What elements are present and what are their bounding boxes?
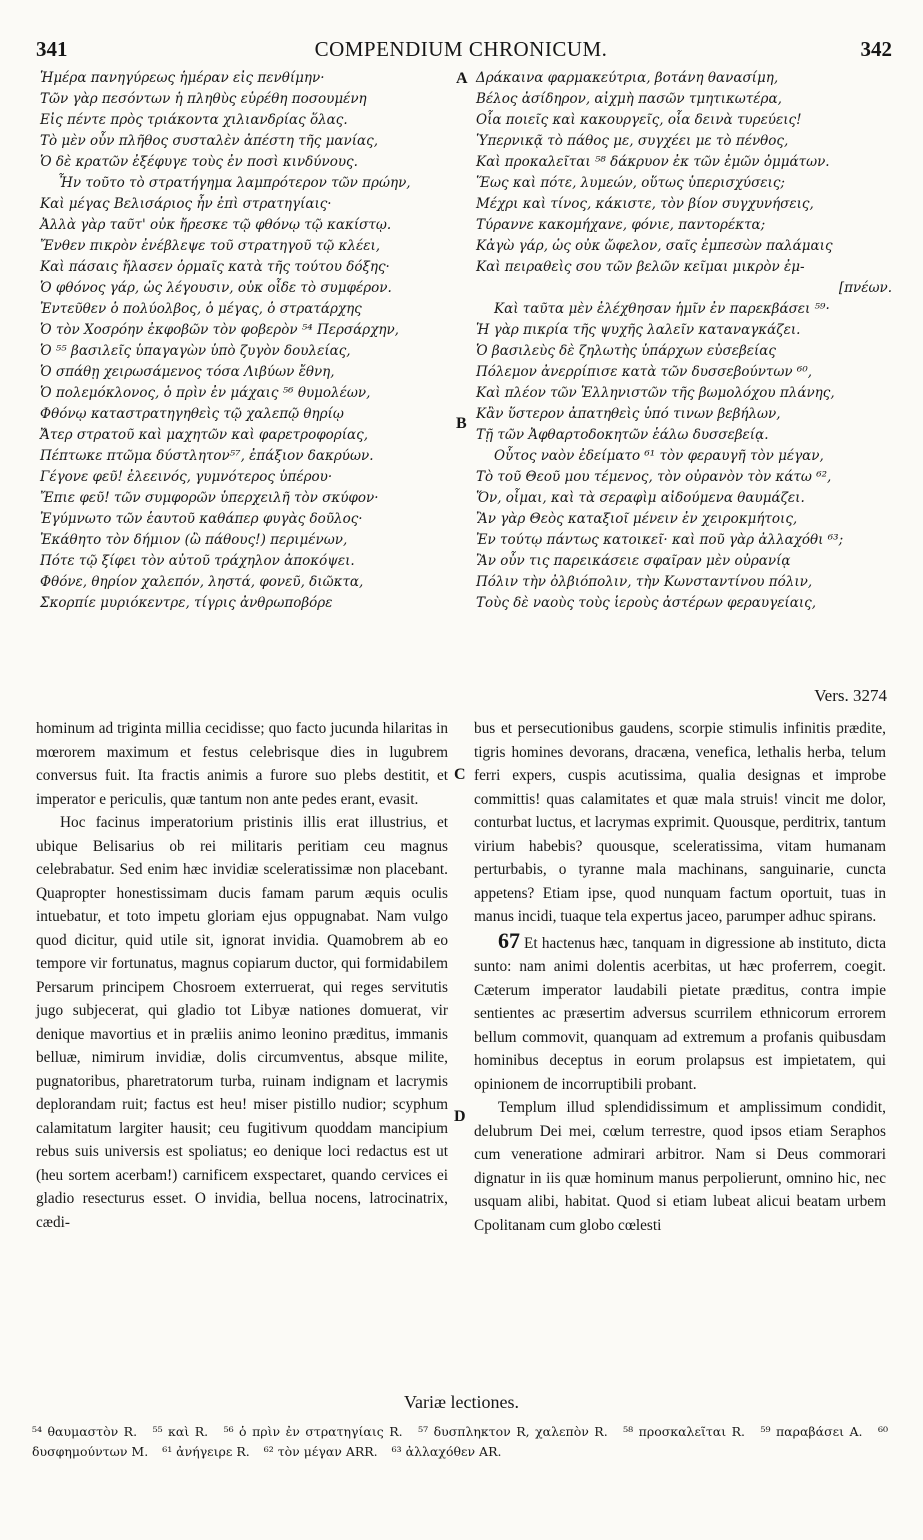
- variant-readings-footnotes: [32, 1422, 888, 1462]
- verse-line: Καὶ πειραθεὶς σου τῶν βελῶν κεῖμαι μικρὸν ἐμ-: [476, 259, 805, 275]
- verse-line: Ὁ τὸν Χοσρόην ἐκφοβῶν τὸν φοβερὸν ⁵⁴ Περσάρχην,: [40, 322, 399, 338]
- verse-line: Πέπτωκε πτῶμα δύστλητον⁵⁷, ἐπάξιον δακρύων.: [40, 448, 374, 464]
- verse-line: Ἐγύμνωτο τῶν ἑαυτοῦ καθάπερ φυγὰς δοῦλος·: [40, 511, 363, 527]
- verse-line: Ὅν, οἶμαι, καὶ τὰ σεραφὶμ αἰδούμενα θαυμάζει.: [476, 490, 805, 506]
- margin-marker-c: C: [454, 766, 466, 783]
- variant-reading-note: ⁵⁶ ὁ πρὶν ἐν στρατηγίαις R.: [223, 1424, 403, 1439]
- variant-reading-note: ⁶¹ ἀνήγειρε R.: [162, 1444, 250, 1459]
- variant-reading-note: ⁵⁴ θαυμαστὸν R.: [32, 1424, 138, 1439]
- verse-line: Ἕως καὶ πότε, λυμεών, οὕτως ὑπερισχύσεις;: [476, 175, 785, 191]
- verse-line: Τὸ μὲν οὖν πλῆθος συσταλὲν ἀπέστη τῆς μανίας,: [40, 133, 378, 149]
- verse-line: Ἂν γὰρ Θεὸς καταξιοῖ μένειν ἐν χειροκμήτοις,: [476, 511, 798, 527]
- verse-line: Καὶ πάσαις ἤλασεν ὁρμαῖς κατὰ τῆς τούτου δόξης·: [40, 259, 390, 275]
- verse-line: Γέγονε φεῦ! ἐλεεινός, γυμνότερος ὑπέρου·: [40, 469, 333, 485]
- verse-line: Κἀγὼ γάρ, ὡς οὐκ ὤφελον, σαῖς ἐμπεσὼν παλάμαις: [476, 238, 833, 254]
- variae-lectiones-title: Variæ lectiones.: [404, 1392, 519, 1412]
- greek-verse-column-left: [40, 68, 460, 614]
- verse-line: Ἐκάθητο τὸν δήμιον (ὢ πάθους!) περιμένων,: [40, 532, 348, 548]
- variant-reading-note: ⁶³ ἀλλαχόθεν AR.: [391, 1444, 502, 1459]
- variant-reading-note: ⁵⁸ προσκαλεῖται R.: [623, 1424, 745, 1439]
- verse-line: Ἔπιε φεῦ! τῶν συμφορῶν ὑπερχειλῆ τὸν σκύφον·: [40, 490, 379, 506]
- variant-reading-note: ⁵⁵ καὶ R.: [152, 1424, 209, 1439]
- variant-reading-note: ⁶⁰ δυσφημούντων M.: [32, 1424, 888, 1459]
- verse-line: Ἦν τοῦτο τὸ στρατήγημα λαμπρότερον τῶν πρώην,: [58, 175, 411, 191]
- verse-line: Οὗτος ναὸν ἐδείματο ⁶¹ τὸν φεραυγῆ τὸν μέγαν,: [494, 448, 824, 464]
- verse-line: Τοὺς δὲ ναοὺς τοὺς ἱεροὺς ἀστέρων φεραυγείαις,: [476, 595, 816, 611]
- verse-line: Πότε τῷ ξίφει τὸν αὐτοῦ τράχηλον ἀποκόψει.: [40, 553, 355, 569]
- verse-line: Ἀλλὰ γὰρ ταῦτ' οὐκ ἤρεσκε τῷ φθόνῳ τῷ κακίστῳ.: [40, 217, 392, 233]
- chapter-number: 67: [498, 927, 520, 953]
- verse-line: Ἡ γὰρ πικρία τῆς ψυχῆς λαλεῖν καταναγκάζει.: [476, 322, 801, 338]
- verse-line: Καὶ πλέον τῶν Ἑλληνιστῶν τῆς βωμολόχου πλάνης,: [476, 385, 835, 401]
- verse-line: Κἂν ὕστερον ἀπατηθεὶς ὑπό τινων βεβήλων,: [476, 406, 781, 422]
- verse-line: Τύραννε κακομήχανε, φόνιε, παντορέκτα;: [476, 217, 766, 233]
- latin-paragraph-chapter: [474, 929, 886, 1097]
- verse-line: Φθόνε, θηρίον χαλεπόν, ληστά, φονεῦ, διῶκτα,: [40, 574, 364, 590]
- margin-marker-d: D: [454, 1108, 466, 1125]
- verse-line: Βέλος ἀσίδηρον, αἰχμὴ πασῶν τμητικωτέρα,: [476, 91, 782, 107]
- latin-column-left: [36, 717, 448, 1234]
- verse-line: Δράκαινα φαρμακεύτρια, βοτάνη θανασίμη,: [476, 70, 779, 86]
- verse-line: Σκορπίε μυριόκεντρε, τίγρις ἀνθρωποβόρε: [40, 595, 333, 611]
- verse-line: Εἰς πέντε πρὸς τριάκοντα χιλιανδρίας ὅλας.: [40, 112, 348, 128]
- verse-line: Ὁ δὲ κρατῶν ἐξέφυγε τοὺς ἐν ποσὶ κινδύνους.: [40, 154, 358, 170]
- verse-line: Ὑπερνικᾷ τὸ πάθος με, συγχέει με τὸ πένθος,: [476, 133, 789, 149]
- margin-marker-a: A: [456, 70, 468, 87]
- verse-line: Καὶ προκαλεῖται ⁵⁸ δάκρυον ἐκ τῶν ἐμῶν ὀμμάτων.: [476, 154, 830, 170]
- verse-line: Ἂν οὖν τις παρεικάσειε σφαῖραν μὲν οὐρανίᾳ: [476, 553, 791, 569]
- page-number-right: 342: [860, 37, 892, 61]
- latin-paragraph: hominum ad triginta millia cecidisse; quo facto jucunda hilaritas in mœrorem maximum et festus celebrisque dies in lugubrem conversus fuit. Ita fractis animis a furore suo plebs destitit, et imperator e periculis, quæ tantum non ante pedes erant, evasit.: [36, 720, 448, 808]
- margin-marker-b: B: [456, 415, 467, 432]
- page-number-left: 341: [36, 37, 68, 61]
- verse-line: Ἔνθεν πικρὸν ἐνέβλεψε τοῦ στρατηγοῦ τῷ κλέει,: [40, 238, 381, 254]
- verse-line: Πόλεμον ἀνερρίπισε κατὰ τῶν δυσσεβούντων ⁶⁰,: [476, 364, 813, 380]
- latin-paragraph-text: Et hactenus hæc, tanquam in digressione ab instituto, dicta sunto: nam animi dolentis acerbitas, ut hæc proferrem, coegit. Cæterum imperator laudabili pietate præditus, contra impie sentientes ac præsertim adversus scurrilem ethnicorum errorem bellum commovit, quanquam ad extremum a profanis quibusdam hominibus deceptus in eorum prolapsus est impietatem, qui opinionem de incorruptibili probant.: [474, 934, 886, 1093]
- verse-line: Οἷα ποιεῖς καὶ κακουργεῖς, οἷα δεινὰ τυρεύεις!: [476, 112, 802, 128]
- verse-line: Ὁ βασιλεὺς δὲ ζηλωτὴς ὑπάρχων εὐσεβείας: [476, 343, 776, 359]
- verse-line: Καὶ μέγας Βελισάριος ἦν ἐπὶ στρατηγίαις·: [40, 196, 332, 212]
- latin-paragraph: Hoc facinus imperatorium pristinis illis erat illustrius, et ubique Belisarius ob rei militaris peritiam ceu magnus celebrabatur. Sed enim hæc invidiæ sceleratissimæ non placebant. Quapropter honestissimam ducis famam parum æquis oculis intuebatur, et toto impetu gloriam ejus oppugnabat. Nam vulgo quod dicitur, quid utile sit, ignorat invidia. Quamobrem ab eo tempore vir fortunatus, magnus copiarum ductor, qui formidabilem Persarum principem Chosroem exterruerat, qui reges servitutis jugo subjecerat, qui gladio tot Libyæ nationes domuerat, vir denique mavortius et in præliis animo leonino præditus, immanis belluæ, nimirum invidiæ, dolis circumventus, absque milite, pugnatoribus, pharetratorum turba, ruinam indignam et lacrymis deplorandam ruit; factus est heu! miser pistillo nudior; scyphum calamitatum largiter hausit; ceu fugitivum quoddam mancipium rebus suis universis est spoliatus; eo denique loci redactus est ut (heu sortem acerbam!) carnificem exspectaret, quando cervices ei gladio resecturus esset. O invidia, bellua nocens, latrocinatrix, cædi-: [36, 814, 448, 1231]
- variant-reading-note: ⁶² τὸν μέγαν ARR.: [263, 1444, 378, 1459]
- verse-line: Ὁ ⁵⁵ βασιλεῖς ὑπαγαγὼν ὑπὸ ζυγὸν δουλείας,: [40, 343, 351, 359]
- running-title: COMPENDIUM CHRONICUM.: [314, 37, 608, 61]
- latin-paragraph: Templum illud splendidissimum et amplissimum condidit, delubrum Dei mei, cœlum terrestre, quod ipsos etiam Seraphos cum veneratione admirari arbitror. Nam si Deus commorari dignatur in iis quæ hominum manus perpolierunt, omnino hic, nec usquam alibi, habitat. Quod si etiam lubeat alicui beatam urbem Cpolitanam cum globo cœlesti: [474, 1099, 886, 1234]
- verse-line: Καὶ ταῦτα μὲν ἐλέχθησαν ἡμῖν ἐν παρεκβάσει ⁵⁹·: [494, 301, 830, 317]
- latin-paragraph: bus et persecutionibus gaudens, scorpie stimulis infinitis prædite, tigris homines devorans, dracæna, venefica, lethalis herba, telum ferri expers, cuspis acutissima, qualia designas et improbe committis! quas calamitates et quæ mala struis! vincit me dolor, conturbat luctus, et lacrymas exprimit. Quousque, perditrix, tantum virium habebis? quousque, sceleratissima, vitam humanam perturbabis, o tyranne mala machinans, sanguinarie, cuncta appetens? Etiam ipse, quod nunquam factum oportuit, tuas in manus incidi, tuaque tela expertus jaceo, parumper adhuc spirans.: [474, 720, 886, 925]
- verse-line: [πνέων.: [838, 280, 892, 296]
- verse-line: Τῶν γὰρ πεσόντων ἡ πληθὺς εὑρέθη ποσουμένη: [40, 91, 367, 107]
- verse-number: Vers. 3274: [814, 686, 887, 705]
- verse-line: Ὁ πολεμόκλονος, ὁ πρὶν ἐν μάχαις ⁵⁶ θυμολέων,: [40, 385, 371, 401]
- page-header: [30, 36, 892, 62]
- verse-line: Τῇ τῶν Ἀφθαρτοδοκητῶν ἑάλω δυσσεβείᾳ.: [476, 427, 769, 443]
- verse-line: Ἐν τούτῳ πάντως κατοικεῖ· καὶ ποῦ γὰρ ἀλλαχόθι ⁶³;: [476, 532, 844, 548]
- verse-line: Ἄτερ στρατοῦ καὶ μαχητῶν καὶ φαρετροφορίας,: [40, 427, 368, 443]
- verse-line: Τὸ τοῦ Θεοῦ μου τέμενος, τὸν οὐρανὸν τὸν κάτω ⁶²,: [476, 469, 832, 485]
- latin-column-right: [474, 717, 886, 1237]
- verse-line: Πόλιν τὴν ὀλβιόπολιν, τὴν Κωνσταντίνου πόλιν,: [476, 574, 813, 590]
- verse-line: Ὁ σπάθῃ χειρωσάμενος τόσα Λιβύων ἔθνη,: [40, 364, 335, 380]
- verse-line: Ὁ φθόνος γάρ, ὡς λέγουσιν, οὐκ οἶδε τὸ συμφέρον.: [40, 280, 392, 296]
- verse-line: Ἐντεῦθεν ὁ πολύολβος, ὁ μέγας, ὁ στρατάρχης: [40, 301, 362, 317]
- verse-line: Ἡμέρα πανηγύρεως ἡμέραν εἰς πενθίμην·: [40, 70, 325, 86]
- verse-line: Φθόνῳ καταστρατηγηθεὶς τῷ χαλεπῷ θηρίῳ: [40, 406, 344, 422]
- verse-line: Μέχρι καὶ τίνος, κάκιστε, τὸν βίον συγχυνήσεις,: [476, 196, 814, 212]
- variant-reading-note: ⁵⁹ παραβάσει A.: [760, 1424, 863, 1439]
- greek-verse-column-right: [476, 68, 896, 614]
- variant-reading-note: ⁵⁷ δυσπληκτον R, χαλεπὸν R.: [418, 1424, 608, 1439]
